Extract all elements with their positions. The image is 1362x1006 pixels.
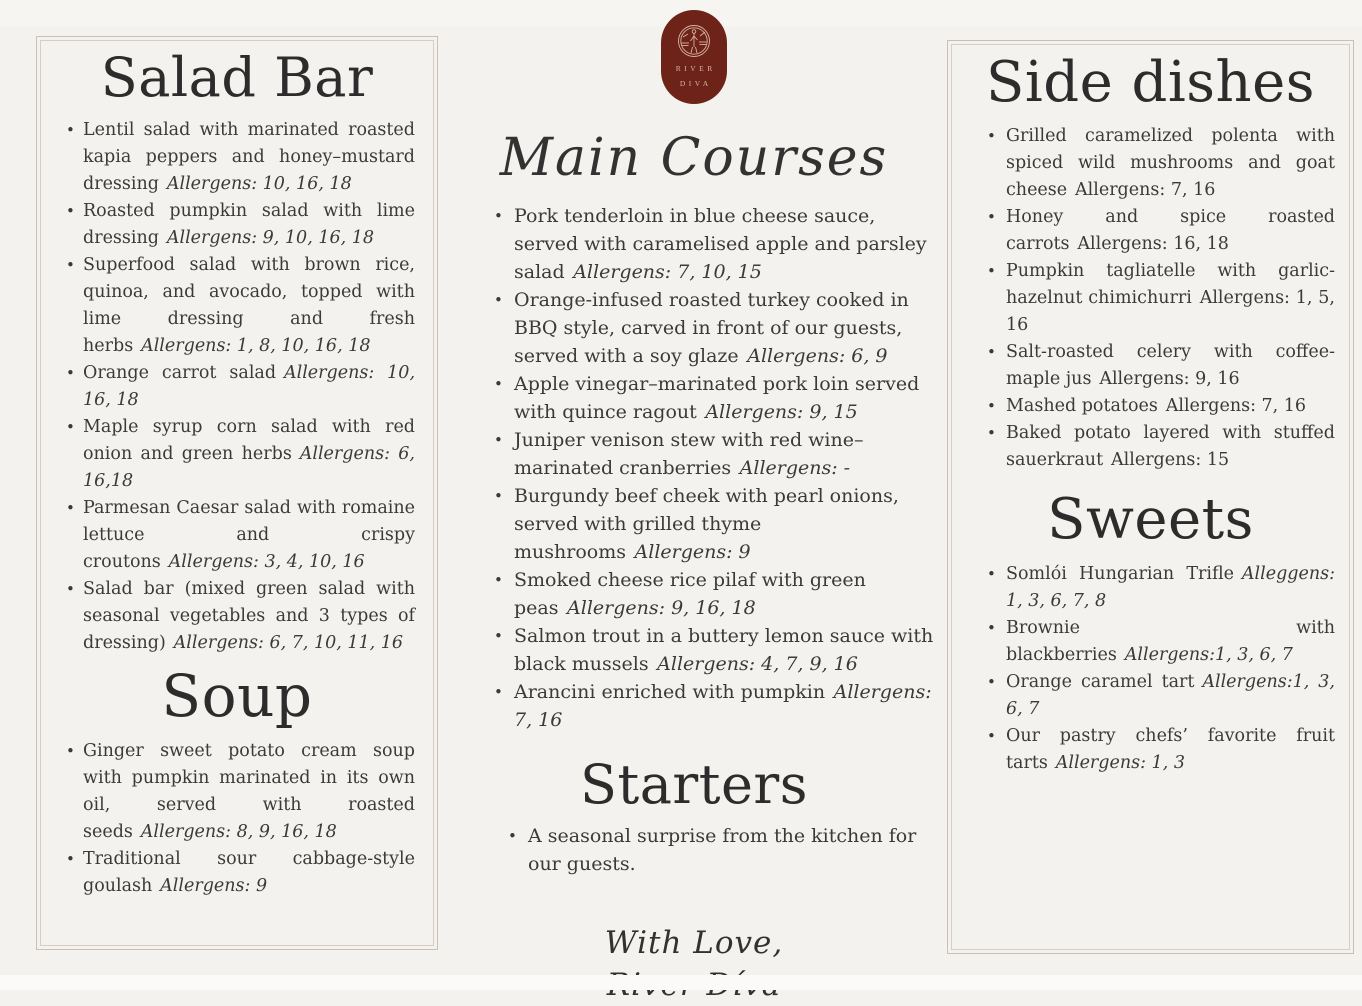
menu-item bbox=[980, 339, 1335, 393]
allergens-label: Allergens: 7, 16 bbox=[514, 681, 938, 731]
allergens-label: Allergens:1, 3, 6, 7 bbox=[1124, 644, 1293, 665]
menu-item bbox=[59, 252, 415, 360]
menu-item-text: Superfood salad with brown rice, quinoa, and avocado, topped with lime dressing and fresh herbs bbox=[83, 255, 415, 357]
menu-item bbox=[980, 393, 1335, 420]
menu-item-text: Somlói Hungarian Trifle bbox=[1006, 563, 1235, 584]
logo-text-diva: DIVA bbox=[679, 79, 712, 88]
menu-item bbox=[59, 576, 415, 657]
menu-item bbox=[59, 846, 415, 900]
allergens-label: Allergens: 9, 10, 16, 18 bbox=[166, 228, 374, 249]
menu-item-text: Orange-infused roasted turkey cooked in BBQ style, carved in front of our guests, served with a soy glaze bbox=[514, 289, 909, 367]
allergens-label: Allergens: 15 bbox=[1111, 450, 1230, 471]
diva-emblem-icon bbox=[676, 23, 712, 59]
soup-list bbox=[59, 738, 415, 900]
salad-bar-list bbox=[59, 117, 421, 657]
menu-item bbox=[980, 420, 1335, 474]
allergens-label: Allergens: 6, 9 bbox=[747, 345, 888, 367]
menu-item-text: Orange caramel tart bbox=[1006, 671, 1195, 692]
allergens-label: Allergens: 10, 16, 18 bbox=[166, 174, 352, 195]
menu-item-text: Pumpkin tagliatelle with garlic-hazelnut chimichurri bbox=[1006, 261, 1335, 309]
menu-item bbox=[59, 117, 415, 198]
menu-item-text: Salad bar (mixed green salad with seasonal vegetables and 3 types of dressing) bbox=[83, 579, 415, 654]
sweets-title: Sweets bbox=[1047, 487, 1254, 553]
allergens-label: Allergens: 3, 4, 10, 16 bbox=[168, 552, 365, 573]
salad-bar-title: Salad Bar bbox=[100, 46, 374, 109]
allergens-label: Allergens: 9, 16 bbox=[1099, 369, 1240, 390]
menu-item bbox=[59, 495, 415, 576]
menu-item-text: Pork tenderloin in blue cheese sauce, served with caramelised apple and parsley salad bbox=[514, 205, 927, 283]
sweets-list bbox=[980, 561, 1341, 777]
side-dishes-title: Side dishes bbox=[985, 50, 1315, 115]
main-courses-title: Main Courses bbox=[499, 128, 889, 188]
menu-item-text: Salt-roasted celery with coffee-maple jus bbox=[1006, 342, 1335, 390]
menu-item bbox=[59, 360, 421, 414]
menu-item bbox=[502, 822, 936, 878]
allergens-label: Allergens: 8, 9, 16, 18 bbox=[140, 821, 337, 842]
menu-item bbox=[488, 370, 936, 426]
main-courses-column bbox=[446, 0, 942, 1006]
menu-item bbox=[980, 669, 1341, 723]
menu-item bbox=[59, 414, 421, 495]
menu-item bbox=[980, 123, 1335, 204]
allergens-label: Allergens: - bbox=[739, 457, 851, 479]
allergens-label: Allergens: 6, 7, 10, 11, 16 bbox=[173, 633, 404, 654]
allergens-label: Allergens: 6, 16,18 bbox=[83, 444, 421, 492]
starters-title: Starters bbox=[580, 753, 808, 816]
menu-item bbox=[488, 622, 936, 678]
allergens-label: Allergens: 9, 16, 18 bbox=[567, 597, 756, 619]
menu-item-text: Arancini enriched with pumpkin bbox=[514, 681, 826, 703]
menu-item-text: Orange carrot salad bbox=[83, 363, 277, 384]
menu-item-text: Baked potato layered with stuffed sauerkraut bbox=[1006, 423, 1335, 471]
menu-item-text: Burgundy beef cheek with pearl onions, served with grilled thyme mushrooms bbox=[514, 485, 899, 563]
salad-soup-panel-frame bbox=[40, 40, 434, 946]
soup-title: Soup bbox=[161, 662, 313, 731]
menu-item-text: Apple vinegar–marinated pork loin served with quince ragout bbox=[514, 373, 920, 423]
logo-text-river: RIVER bbox=[675, 64, 716, 73]
allergens-label: Allergens: 7, 16 bbox=[1165, 396, 1307, 417]
allergens-label: Allergens: 9 bbox=[634, 541, 751, 563]
allergens-label: Allergens: 9 bbox=[160, 875, 268, 896]
allergens-label: Allergens: 1, 3 bbox=[1055, 752, 1185, 773]
allergens-label: Allergens: 7, 10, 15 bbox=[573, 261, 762, 283]
menu-item-text: Lentil salad with marinated roasted kapia peppers and honey–mustard dressing bbox=[83, 120, 415, 195]
menu-item-text: Maple syrup corn salad with red onion and green herbs bbox=[83, 417, 415, 465]
main-courses-list bbox=[488, 202, 936, 734]
menu-item-text: A seasonal surprise from the kitchen for our guests. bbox=[528, 825, 917, 876]
menu-item bbox=[980, 615, 1335, 669]
side-dishes-list bbox=[980, 123, 1341, 474]
allergens-label: Allergens: 7, 16 bbox=[1075, 180, 1216, 201]
menu-item bbox=[980, 723, 1335, 777]
signature bbox=[446, 922, 942, 1006]
signature-line-1: With Love, bbox=[604, 925, 784, 962]
menu-item bbox=[488, 566, 936, 622]
bottom-margin bbox=[0, 975, 1362, 990]
menu-item bbox=[488, 678, 936, 734]
menu-item-text: Ginger sweet potato cream soup with pumpkin marinated in its own oil, served with roasted seeds bbox=[83, 740, 415, 842]
river-diva-logo bbox=[661, 10, 727, 104]
menu-item bbox=[488, 286, 936, 370]
menu-item bbox=[59, 738, 415, 846]
menu-item-text: Brownie with blackberries bbox=[1006, 617, 1335, 665]
menu-item-text: Traditional sour cabbage-style goulash bbox=[83, 848, 415, 896]
menu-item-text: Our pastry chefs’ favorite fruit tarts bbox=[1006, 725, 1335, 773]
allergens-label: Alleggens: 1, 3, 6, 7, 8 bbox=[1006, 563, 1341, 611]
menu-item bbox=[488, 426, 936, 482]
menu-item bbox=[488, 202, 936, 286]
menu-item bbox=[980, 561, 1341, 615]
sides-sweets-panel bbox=[947, 40, 1354, 954]
allergens-label: Allergens: 4, 7, 9, 16 bbox=[657, 653, 858, 675]
starters-list bbox=[502, 822, 936, 878]
allergens-label: Allergens: 10, 16, 18 bbox=[83, 363, 421, 411]
menu-item bbox=[488, 482, 936, 566]
sides-sweets-panel-frame bbox=[951, 44, 1350, 950]
allergens-label: Allergens:1, 3, 6, 7 bbox=[1006, 671, 1341, 719]
menu-item bbox=[980, 204, 1335, 258]
menu-item bbox=[59, 198, 415, 252]
menu-item-text: Juniper venison stew with red wine–marinated cranberries bbox=[514, 429, 864, 479]
menu-item-text: Parmesan Caesar salad with romaine lettuce and crispy croutons bbox=[83, 498, 415, 573]
allergens-label: Allergens: 1, 8, 10, 16, 18 bbox=[141, 336, 371, 357]
allergens-label: Allergens: 9, 15 bbox=[705, 401, 858, 423]
menu-item-text: Grilled caramelized polenta with spiced wild mushrooms and goat cheese bbox=[1006, 126, 1335, 201]
allergens-label: Allergens: 1, 5, 16 bbox=[1006, 288, 1341, 336]
menu-item-text: Roasted pumpkin salad with lime dressing bbox=[83, 201, 415, 249]
allergens-label: Allergens: 16, 18 bbox=[1077, 234, 1229, 255]
menu-item-text: Smoked cheese rice pilaf with green peas bbox=[514, 569, 866, 619]
menu-item-text: Mashed potatoes bbox=[1006, 396, 1158, 417]
menu-item-text: Salmon trout in a buttery lemon sauce with black mussels bbox=[514, 625, 934, 675]
menu-item bbox=[980, 258, 1341, 339]
salad-soup-panel bbox=[36, 36, 438, 950]
menu-item-text: Honey and spice roasted carrots bbox=[1006, 207, 1335, 255]
